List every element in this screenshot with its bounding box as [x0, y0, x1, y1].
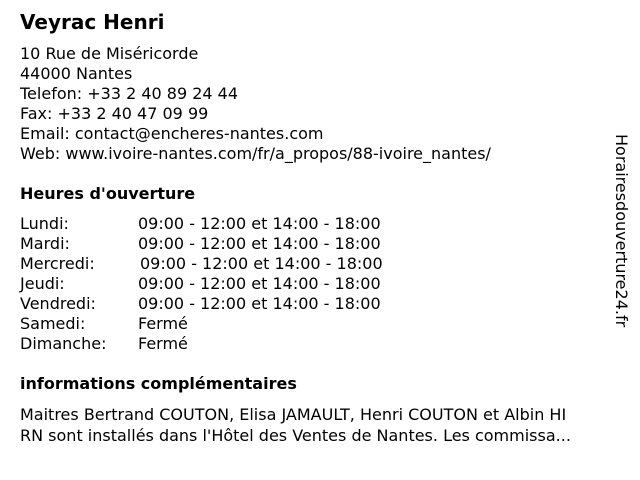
hours-row-tuesday	[20, 234, 460, 254]
day-label: Mercredi:	[20, 254, 95, 273]
day-label: Lundi:	[20, 214, 69, 233]
address-street: 10 Rue de Miséricorde	[20, 44, 199, 63]
info-text-line: RN sont installés dans l'Hôtel des Ventes de Nantes. Les commissa...	[20, 426, 571, 445]
day-label: Dimanche:	[20, 334, 107, 353]
hours-row-monday	[20, 214, 460, 234]
day-label: Jeudi:	[20, 274, 65, 293]
address-city: 44000 Nantes	[20, 64, 133, 83]
time-value: Fermé	[138, 334, 188, 353]
contact-block	[20, 44, 491, 164]
info-heading: informations complémentaires	[20, 374, 297, 393]
time-value: 09:00 - 12:00 et 14:00 - 18:00	[138, 274, 381, 293]
info-text-line: Maitres Bertrand COUTON, Elisa JAMAULT, Henri COUTON et Albin HI	[20, 405, 567, 424]
time-value: 09:00 - 12:00 et 14:00 - 18:00	[140, 254, 383, 273]
fax-number: Fax: +33 2 40 47 09 99	[20, 104, 209, 123]
hours-row-wednesday	[20, 254, 460, 274]
day-label: Samedi:	[20, 314, 86, 333]
day-label: Vendredi:	[20, 294, 96, 313]
email-address: Email: contact@encheres-nantes.com	[20, 124, 324, 143]
website-url: Web: www.ivoire-nantes.com/fr/a_propos/88-ivoire_nantes/	[20, 144, 491, 163]
hours-row-friday	[20, 294, 460, 314]
hours-row-saturday	[20, 314, 460, 334]
day-label: Mardi:	[20, 234, 70, 253]
hours-table	[20, 214, 460, 354]
time-value: 09:00 - 12:00 et 14:00 - 18:00	[138, 234, 381, 253]
hours-row-thursday	[20, 274, 460, 294]
business-name: Veyrac Henri	[20, 10, 165, 34]
phone-number: Telefon: +33 2 40 89 24 44	[20, 84, 239, 103]
time-value: Fermé	[138, 314, 188, 333]
hours-row-sunday	[20, 334, 460, 354]
time-value: 09:00 - 12:00 et 14:00 - 18:00	[138, 294, 381, 313]
info-text	[20, 404, 620, 446]
time-value: 09:00 - 12:00 et 14:00 - 18:00	[138, 214, 381, 233]
hours-heading: Heures d'ouverture	[20, 184, 196, 203]
site-watermark: Horairesdouverture24.fr	[612, 134, 631, 328]
